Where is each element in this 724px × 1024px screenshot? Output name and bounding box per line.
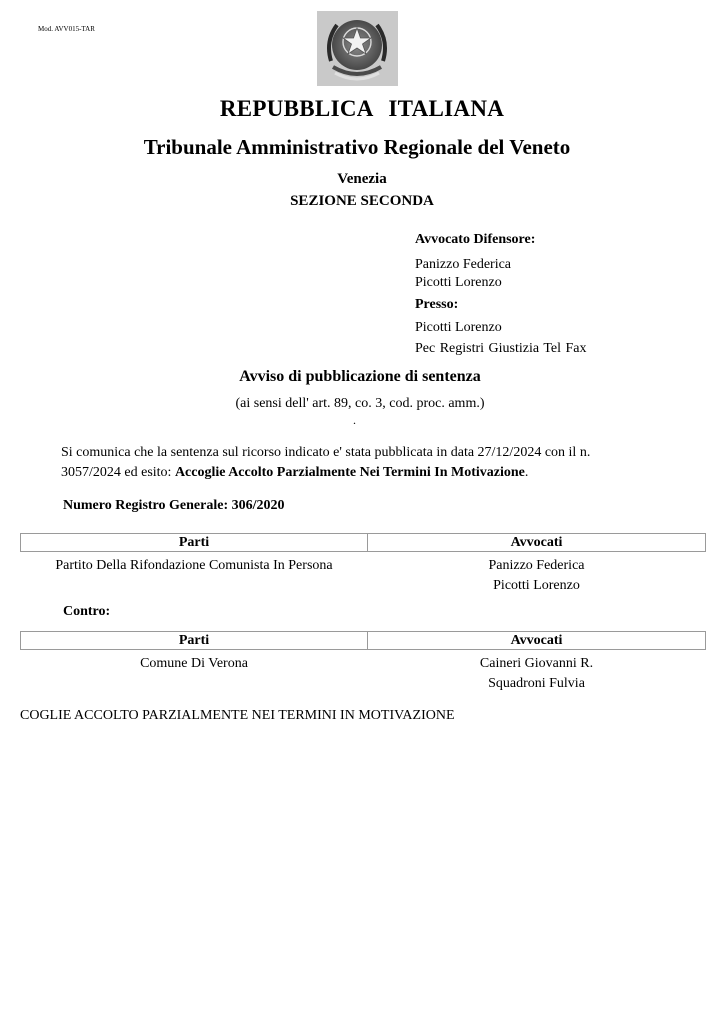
form-code: Mod. AVV015-TAR xyxy=(38,25,95,33)
notice-text-end: . xyxy=(524,465,529,480)
defendant-lawyers xyxy=(368,650,706,695)
notice-title: Avviso di pubblicazione di sentenza xyxy=(239,368,481,385)
lawyer-name: Picotti Lorenzo xyxy=(493,578,580,593)
italian-republic-emblem-icon xyxy=(317,11,398,86)
presso-label: Presso: xyxy=(415,297,459,312)
defense-lawyer: Panizzo Federica xyxy=(415,257,512,272)
notice-paragraph xyxy=(61,443,621,483)
notice-outcome: Accoglie Accolto Parzialmente Nei Termini In Motivazione xyxy=(174,465,525,480)
outcome-caps: COGLIE ACCOLTO PARZIALMENTE NEI TERMINI IN MOTIVAZIONE xyxy=(20,708,455,723)
court-city: Venezia xyxy=(337,171,387,187)
table-header-lawyers: Avvocati xyxy=(368,534,706,552)
defense-label: Avvocato Difensore: xyxy=(415,232,536,247)
notice-subtitle: (ai sensi dell' art. 89, co. 3, cod. proc. amm.) xyxy=(235,396,485,411)
register-number: Numero Registro Generale: 306/2020 xyxy=(63,498,285,513)
plaintiff-party: Partito Della Rifondazione Comunista In Persona xyxy=(55,558,333,573)
defense-lawyer: Picotti Lorenzo xyxy=(415,275,502,290)
plaintiff-lawyers xyxy=(368,552,706,597)
against-label: Contro: xyxy=(63,604,111,619)
table-header-lawyers: Avvocati xyxy=(368,632,706,650)
court-name: Tribunale Amministrativo Regionale del Veneto xyxy=(143,135,571,159)
lawyer-name: Caineri Giovanni R. xyxy=(479,656,594,671)
defendant-table xyxy=(20,631,706,694)
presso-name: Picotti Lorenzo xyxy=(415,320,502,335)
republic-title: REPUBBLICA ITALIANA xyxy=(219,96,505,121)
table-row xyxy=(21,650,706,695)
lawyer-name: Panizzo Federica xyxy=(488,558,585,573)
notice-dot: . xyxy=(353,413,356,427)
court-section: SEZIONE SECONDA xyxy=(290,193,434,209)
table-row xyxy=(21,552,706,597)
lawyer-name: Squadroni Fulvia xyxy=(488,676,585,691)
notice-text: Si comunica che la sentenza sul ricorso indicato e' stata pubblicata in data 27/12/2024 con il n. 3057/2024 ed esito: xyxy=(61,445,591,480)
plaintiff-table xyxy=(20,533,706,596)
table-header-parties: Parti xyxy=(21,534,368,552)
presso-contact: Pec Registri Giustizia Tel Fax xyxy=(415,341,587,356)
defendant-party: Comune Di Verona xyxy=(140,656,248,671)
table-header-parties: Parti xyxy=(21,632,368,650)
